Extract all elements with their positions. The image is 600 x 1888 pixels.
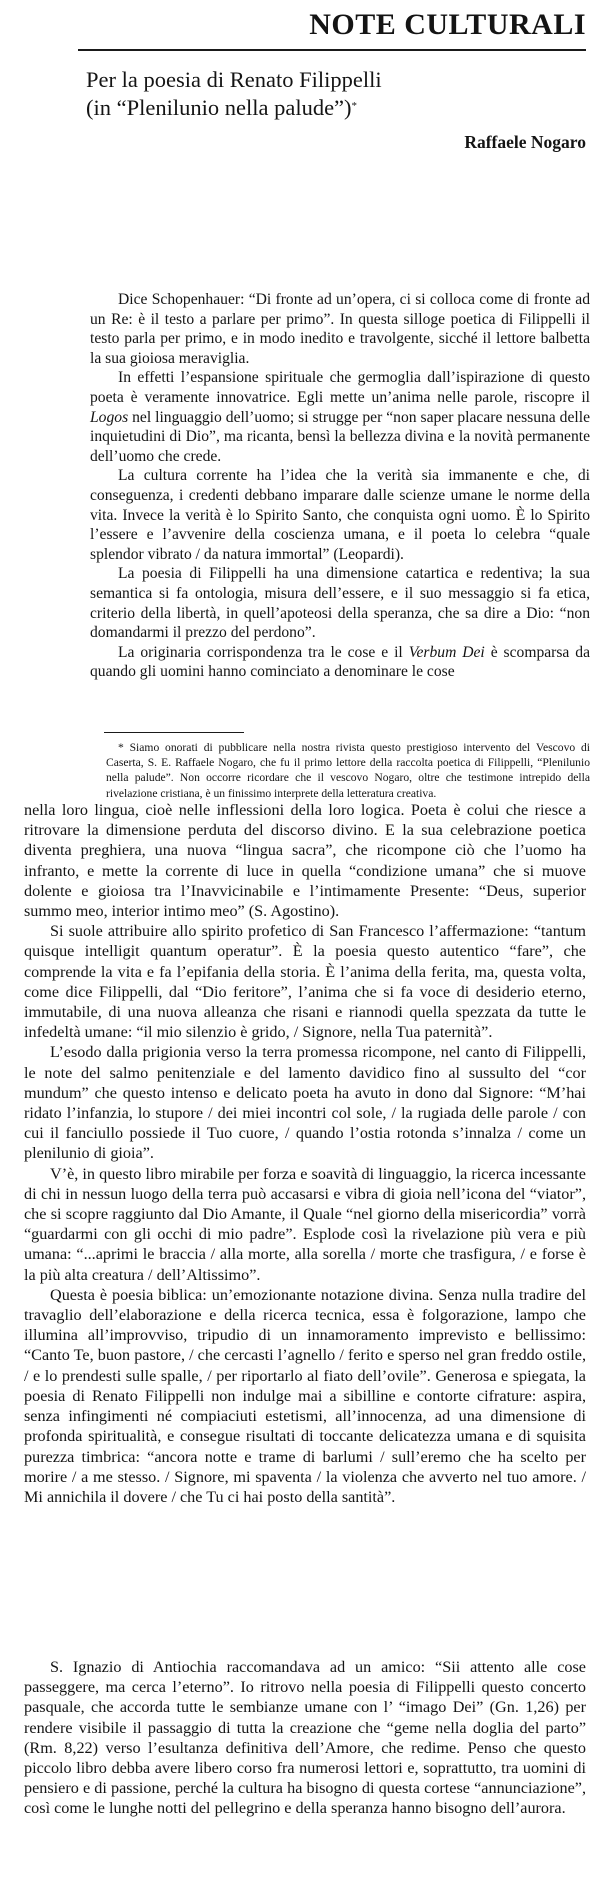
paragraph [90, 368, 590, 466]
paragraph: S. Ignazio di Antiochia raccomandava ad un amico: “Sii attento alle cose passeggere, ma cerca l’eterno”. Io ritrovo nella poesia di Filippelli questo concerto pasquale, che accorda tutte le sembianze umane con l’ “imago Dei” (Gn. 1,26) per rendere visibile il passaggio di tutta la creazione che “geme nella doglia del parto” (Rm. 8,22) verso l’esultanza definitiva dell’Amore, che redime. Penso che questo piccolo libro debba avere libero corso fra numerosi lettori e, soprattutto, tra uomini di pensiero e di passione, perché la cultura ha bisogno di questa cortese “annunciazione”, così come le lunghe notti del pellegrino e della speranza hanno bisogno dell’aurora. [24, 1658, 586, 1818]
paragraph-text: La poesia di Filippelli ha una dimensione catartica e redentiva; la sua semantica si fa ontologia, misura dell’essere, e il suo messaggio si fa etica, criterio della libertà, in quell’apoteosi della speranza, che sa dire a Dio: “non domandarmi il prezzo del perdono”. [90, 565, 590, 642]
italic-term: Verbum Dei [408, 643, 485, 661]
article-title-line-2-text: (in “Plenilunio nella palude”) [86, 95, 352, 120]
header-rule [78, 49, 586, 51]
paragraph-text: Dice Schopenhauer: “Di fronte ad un’opera, ci si colloca come di fronte ad un Re: è il testo a parlare per primo”. In questa silloge poetica di Filippelli il testo parla per primo, e in modo inedito e travolgente, sicché il lettore balbetta la sua gioiosa meraviglia. [90, 291, 590, 367]
paragraph-text: è scomparsa da quando gli uomini hanno cominciato a denominare le cose [90, 643, 590, 681]
paragraph: nella loro lingua, cioè nelle inflessioni della loro logica. Poeta è colui che riesce a ritrovare la dimensione perduta del discorso divino. E la sua celebrazione poetica diventa preghiera, una nuova “lingua sacra”, che ricompone ciò che l’uomo ha infranto, e mette la corrente di luce in quella “condizione umana” che si muove dolente e gioiosa tra l’Inavvicinabile e l’intimamente Presente: “Deus, superior summo meo, interior intimo meo” (S. Agostino). [24, 801, 586, 921]
paragraph-text: La cultura corrente ha l’idea che la verità sia immanente e che, di conseguenza, i credenti debbano imparare dalle scienze umane le norme della vita. Invece la verità è lo Spirito Santo, che conquista ogni uomo. È lo Spirito l’essere e l’avvenire della coscienza umana, e il poeta lo celebra “quale splendor vibrato / da natura immortal” (Leopardi). [90, 467, 590, 563]
footnote-marker: * [351, 100, 358, 112]
article-title-line-2 [86, 94, 382, 122]
paragraph: Si suole attribuire allo spirito profetico di San Francesco l’affermazione: “tantum quisque intelligit quantum operatur”. È la poesia questo autentico “fare”, che comprende la vita e fa l’epifania della storia. È l’anima della ferita, ma, questa volta, come dice Filippelli, dal “Dio feritore”, l’anima che si fa voce di desiderio eterno, immutabile, di una nuova alleanza che risani e riannodi quella spezzata da tutte le infedeltà umane: “il mio silenzio è grido, / Signore, nella Tua paternità”. [24, 922, 586, 1042]
intro-text [90, 290, 590, 682]
article-title [86, 66, 382, 122]
paragraph: V’è, in questo libro mirabile per forza e soavità di linguaggio, la ricerca incessante di chi in nessun luogo della terra può accasarsi e vibra di gioia nell’icona del “viator”, che si scopre raggiunto dal Dio Amante, il Quale “nel giorno della misericordia” vorrà “guardarmi con gli occhi di mio padre”. Esplode così la rivelazione più vera e più umana: “...aprimi le braccia / alla morte, alla sorella / morte che trasfigura, / e forse è la più alta creatura / dell’Altissimo”. [24, 1164, 586, 1284]
paragraph-text: In effetti l’espansione spirituale che germoglia dall’ispirazione di questo poeta è veramente innovatrice. Egli mette un’anima nelle parole, riscopre il [90, 369, 590, 406]
section-heading: NOTE CULTURALI [309, 8, 586, 41]
paragraph-text: La originaria corrispondenza tra le cose e il [118, 643, 409, 661]
article-title-line-1: Per la poesia di Renato Filippelli [86, 67, 382, 92]
footnote-rule [104, 732, 244, 733]
paragraph: L’esodo dalla prigionia verso la terra promessa ricompone, nel canto di Filippelli, le note del salmo penitenziale e del lamento davidico fino al sussulto del “cor mundum” che questo intenso e delicato poeta ha avuto in dono dal Signore: “M’hai ridato l’infanzia, lo stupore / dei miei incontri col sole, / la rugiada delle parole / con cui il fanciullo possiede il Tuo cuore, / quando l’ostia rotonda s’innalza / come un plenilunio di gioia”. [24, 1043, 586, 1163]
paragraph [90, 643, 590, 682]
paragraph-text: nel linguaggio dell’uomo; si strugge per “non saper placare nessuna delle inquietudini di Dio”, ma ricanta, bensì la bellezza divina e la novità permanente dell’uomo che crede. [90, 408, 590, 465]
closing-text [24, 1657, 586, 1819]
paragraph: Questa è poesia biblica: un’emozionante notazione divina. Senza nulla tradire del travaglio dell’elaborazione e della ricerca tecnica, essa è folgorazione, lampo che illumina all’improvviso, tripudio di un innamoramento imprevisto e bellissimo: “Canto Te, buon pastore, / che cercasti l’agnello / ferito e sperso nel gran freddo ostile, / e lo prendesti sulle spalle, / per riportarlo al fiato dell’ovile”. Generosa e spiegata, la poesia di Renato Filippelli non indulge mai a sibilline e contorte cifrature: aspira, senza infingimenti né compiaciuti estetismi, all’innocenza, ad una dimensione di profonda spiritualità, e consegue risultati di toccante delicatezza umana e di squisita purezza timbrica: “ancora notte e trame di barlumi / sull’eremo che ha scelto per morire / a me stesso. / Signore, mi spaventa / la violenza che avverto nel tuo amore. / Mi annichila il dovere / che Tu ci hai posto della santità”. [24, 1285, 586, 1506]
paragraph [90, 564, 590, 642]
paragraph [90, 290, 590, 368]
footnote: * Siamo onorati di pubblicare nella nostra rivista questo prestigioso intervento del Vescovo di Caserta, S. E. Raffaele Nogaro, che fu il primo lettore della raccolta poetica di Filippelli, “Plenilunio nella palude”. Non occorre ricordare che il vescovo Nogaro, oltre che testimone intrepido della rivelazione cristiana, è un finissimo interprete della letteratura creativa. [106, 741, 590, 800]
author-name: Raffaele Nogaro [464, 132, 586, 152]
body-text [24, 800, 586, 1507]
italic-term: Logos [90, 408, 129, 426]
paragraph [90, 466, 590, 564]
